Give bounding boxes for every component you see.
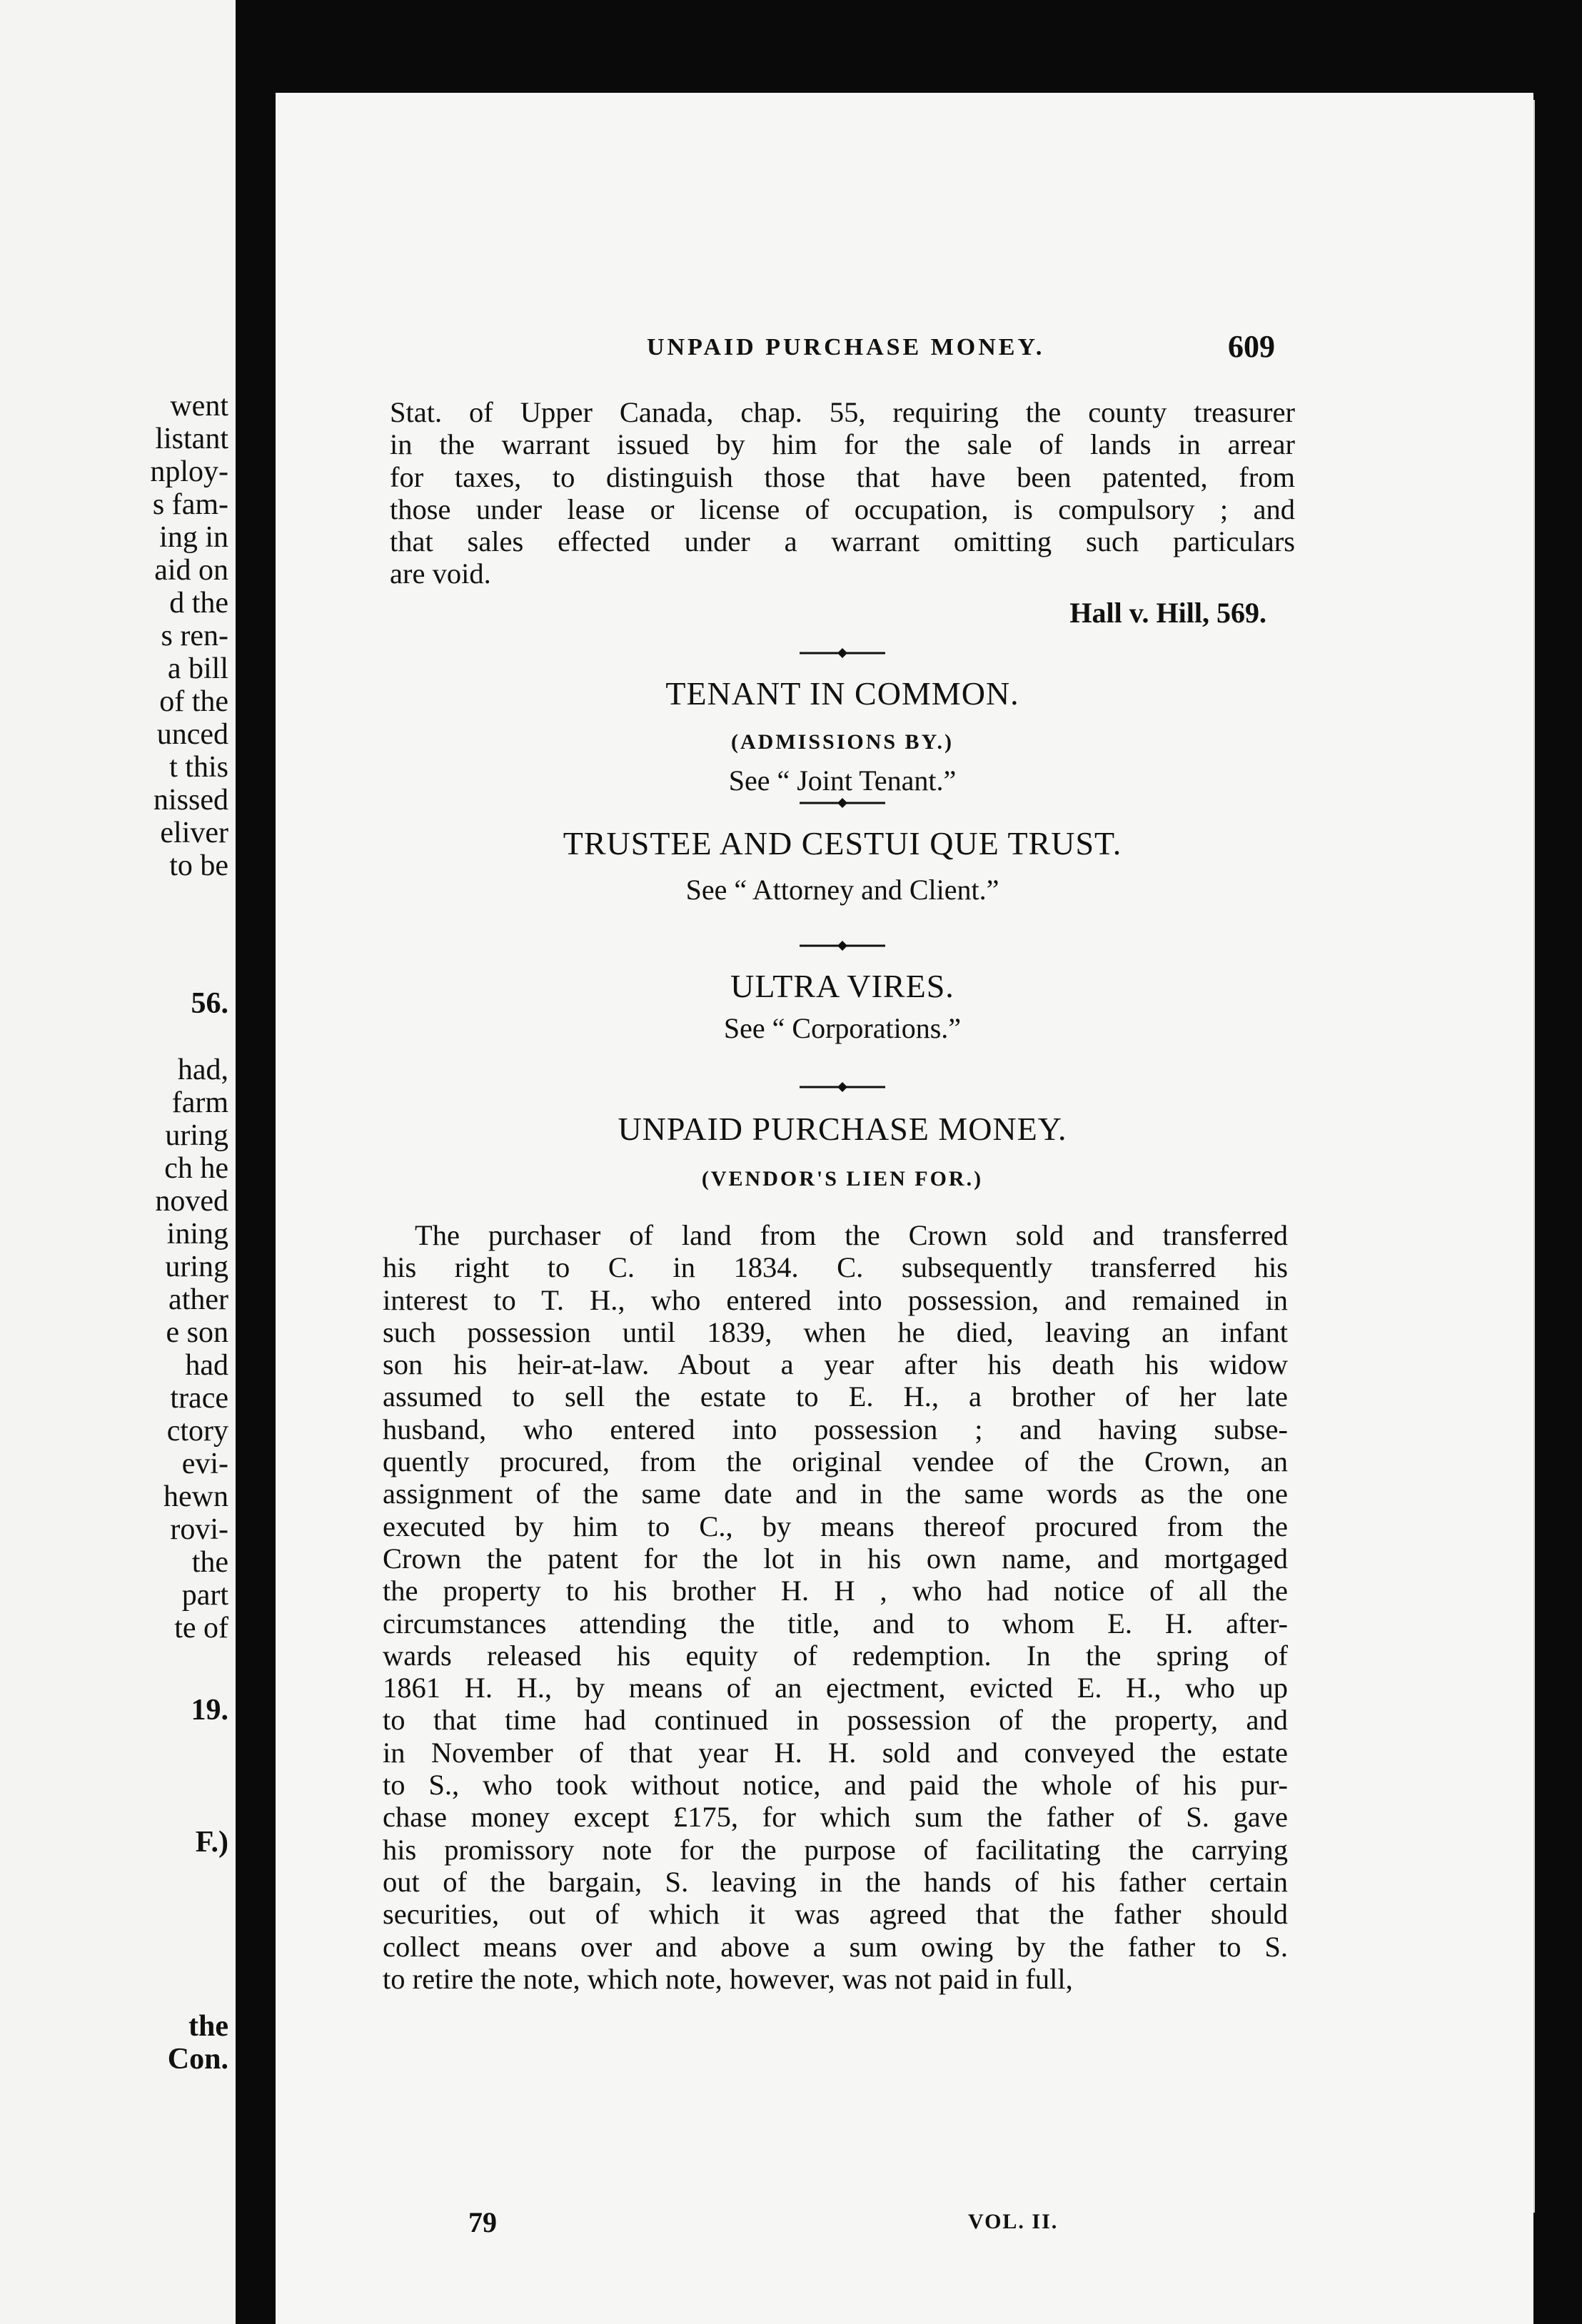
facing-page-line: Con. [167,2043,228,2076]
facing-page-line: had [185,1349,228,1382]
facing-page-line: s fam- [152,488,228,521]
facing-page-line: t this [169,751,228,784]
facing-page-line: the [191,1546,228,1579]
facing-page-line: of the [159,685,228,718]
opening-paragraph [390,396,1295,590]
page-number: 609 [1228,329,1275,364]
book-page [276,93,1533,2324]
facing-page-line: s ren- [161,620,228,652]
facing-page-line: 56. [191,987,228,1020]
section-ultra-vires [390,967,1295,1060]
facing-page-line: te of [174,1612,228,1645]
text-line: his promissory note for the purpose of facilitating the carrying [383,1833,1288,1866]
facing-page-line: e son [166,1316,228,1349]
text-line: in the warrant issued by him for the sale of lands in arrear [390,428,1295,461]
text-line: assignment of the same date and in the same words as the one [383,1477,1288,1510]
facing-page-fragment [0,0,236,2324]
facing-page-line: ctory [166,1415,228,1448]
facing-page-line: to be [169,849,228,882]
signature-mark: 79 [468,2206,497,2238]
facing-page-line: nploy- [150,455,228,488]
text-line: such possession until 1839, when he died, leaving an infant [383,1315,1288,1348]
section-divider [800,646,885,660]
facing-page-line: noved [155,1185,228,1218]
divider-1 [390,646,1295,675]
text-line: son his heir-at-law. About a year after his death his widow [383,1348,1288,1381]
text-line: wards released his equity of redemption. In the spring of [383,1639,1288,1672]
see-reference: See “ Corporations.” [723,1012,962,1044]
facing-page-line: a bill [167,652,228,685]
body-paragraph [383,1219,1288,1995]
section-heading: UNPAID PURCHASE MONEY. [618,1111,1067,1147]
case-citation: Hall v. Hill, 569. [1069,597,1266,629]
text-line: to retire the note, which note, however, was not paid in full, [383,1962,1073,1995]
text-line: to S., who took without notice, and paid the whole of his pur- [383,1769,1288,1802]
book-gutter [236,0,276,2324]
text-line: in November of that year H. H. sold and conveyed the estate [383,1736,1288,1769]
text-line: securities, out of which it was agreed that the father should [383,1898,1288,1931]
volume-mark: VOL. II. [968,2210,1059,2233]
text-line: quently procured, from the original vendee of the Crown, an [383,1445,1288,1478]
facing-page-line: farm [171,1086,228,1119]
text-line: executed by him to C., by means thereof procured from the [383,1510,1288,1542]
text-line: for taxes, to distinguish those that have been patented, from [390,460,1295,493]
facing-page-line: 19. [191,1694,228,1727]
facing-page-line: unced [156,718,228,751]
facing-page-line: nissed [153,784,228,817]
facing-page-line: F.) [195,1826,228,1859]
text-line: The purchaser of land from the Crown sold and transferred [415,1219,1288,1251]
text-line: 1861 H. H., by means of an ejectment, evicted E. H., who up [383,1672,1288,1704]
text-line: circumstances attending the title, and to whom E. H. after- [383,1607,1288,1640]
section-divider [800,939,885,953]
text-line: collect means over and above a sum owing by the father to S. [383,1930,1288,1963]
facing-page-line: aid on [154,554,228,587]
running-head [647,328,1275,371]
text-line: to that time had continued in possession of the property, and [383,1704,1288,1737]
text-line: husband, who entered into possession ; and having subse- [383,1413,1288,1445]
facing-page-line: d the [169,587,228,620]
section-trustee [390,824,1295,917]
section-unpaid-purchase-money [390,1110,1295,1210]
facing-page-line: uring [165,1251,228,1283]
section-heading: TENANT IN COMMON. [665,675,1019,712]
section-heading: TRUSTEE AND CESTUI QUE TRUST. [563,825,1122,862]
text-line: are void. [390,557,491,590]
running-head-title: UNPAID PURCHASE MONEY. [647,334,1045,360]
divider-3 [390,939,1295,967]
facing-page-line: hewn [163,1480,228,1513]
facing-page-line: ing in [159,521,228,554]
section-divider [800,796,885,810]
facing-page-line: had, [177,1054,228,1086]
section-divider [800,1080,885,1094]
facing-page-line: ining [166,1218,228,1251]
divider-4 [390,1080,1295,1108]
facing-page-line: rovi- [170,1513,228,1546]
facing-page-line: went [170,390,228,423]
facing-page-line: part [181,1579,228,1612]
section-subheading: (VENDOR'S LIEN FOR.) [701,1167,984,1191]
text-line: his right to C. in 1834. C. subsequently transferred his [383,1251,1288,1284]
text-line: Stat. of Upper Canada, chap. 55, requiring the county treasurer [390,396,1295,428]
facing-page-line: uring [165,1119,228,1152]
text-line: chase money except £175, for which sum the father of S. gave [383,1801,1288,1834]
text-line: the property to his brother H. H , who had notice of all the [383,1575,1288,1607]
see-reference: See “ Joint Tenant.” [728,764,957,797]
text-line: interest to T. H., who entered into possession, and remained in [383,1283,1288,1316]
facing-page-line: trace [170,1382,228,1415]
citation-row [390,596,1295,632]
facing-page-line: ather [168,1283,228,1316]
scan-border-right [1533,0,1582,2324]
scan-border-top [236,0,1582,93]
facing-page-line: the [188,2010,228,2043]
facing-page-line: ch he [164,1152,228,1185]
section-heading: ULTRA VIRES. [730,968,954,1004]
facing-page-line: evi- [181,1448,228,1480]
text-line: out of the bargain, S. leaving in the hands of his father certain [383,1865,1288,1898]
text-line: Crown the patent for the lot in his own name, and mortgaged [383,1542,1288,1575]
section-subheading: (ADMISSIONS BY.) [731,730,954,754]
text-line: assumed to sell the estate to E. H., a brother of her late [383,1380,1288,1413]
see-reference: See “ Attorney and Client.” [685,874,999,906]
facing-page-line: listant [155,423,228,455]
text-line: that sales effected under a warrant omitting such particulars [390,525,1295,558]
facing-page-line: eliver [160,817,228,849]
divider-2 [390,796,1295,824]
text-line: those under lease or license of occupation, is compulsory ; and [390,492,1295,525]
